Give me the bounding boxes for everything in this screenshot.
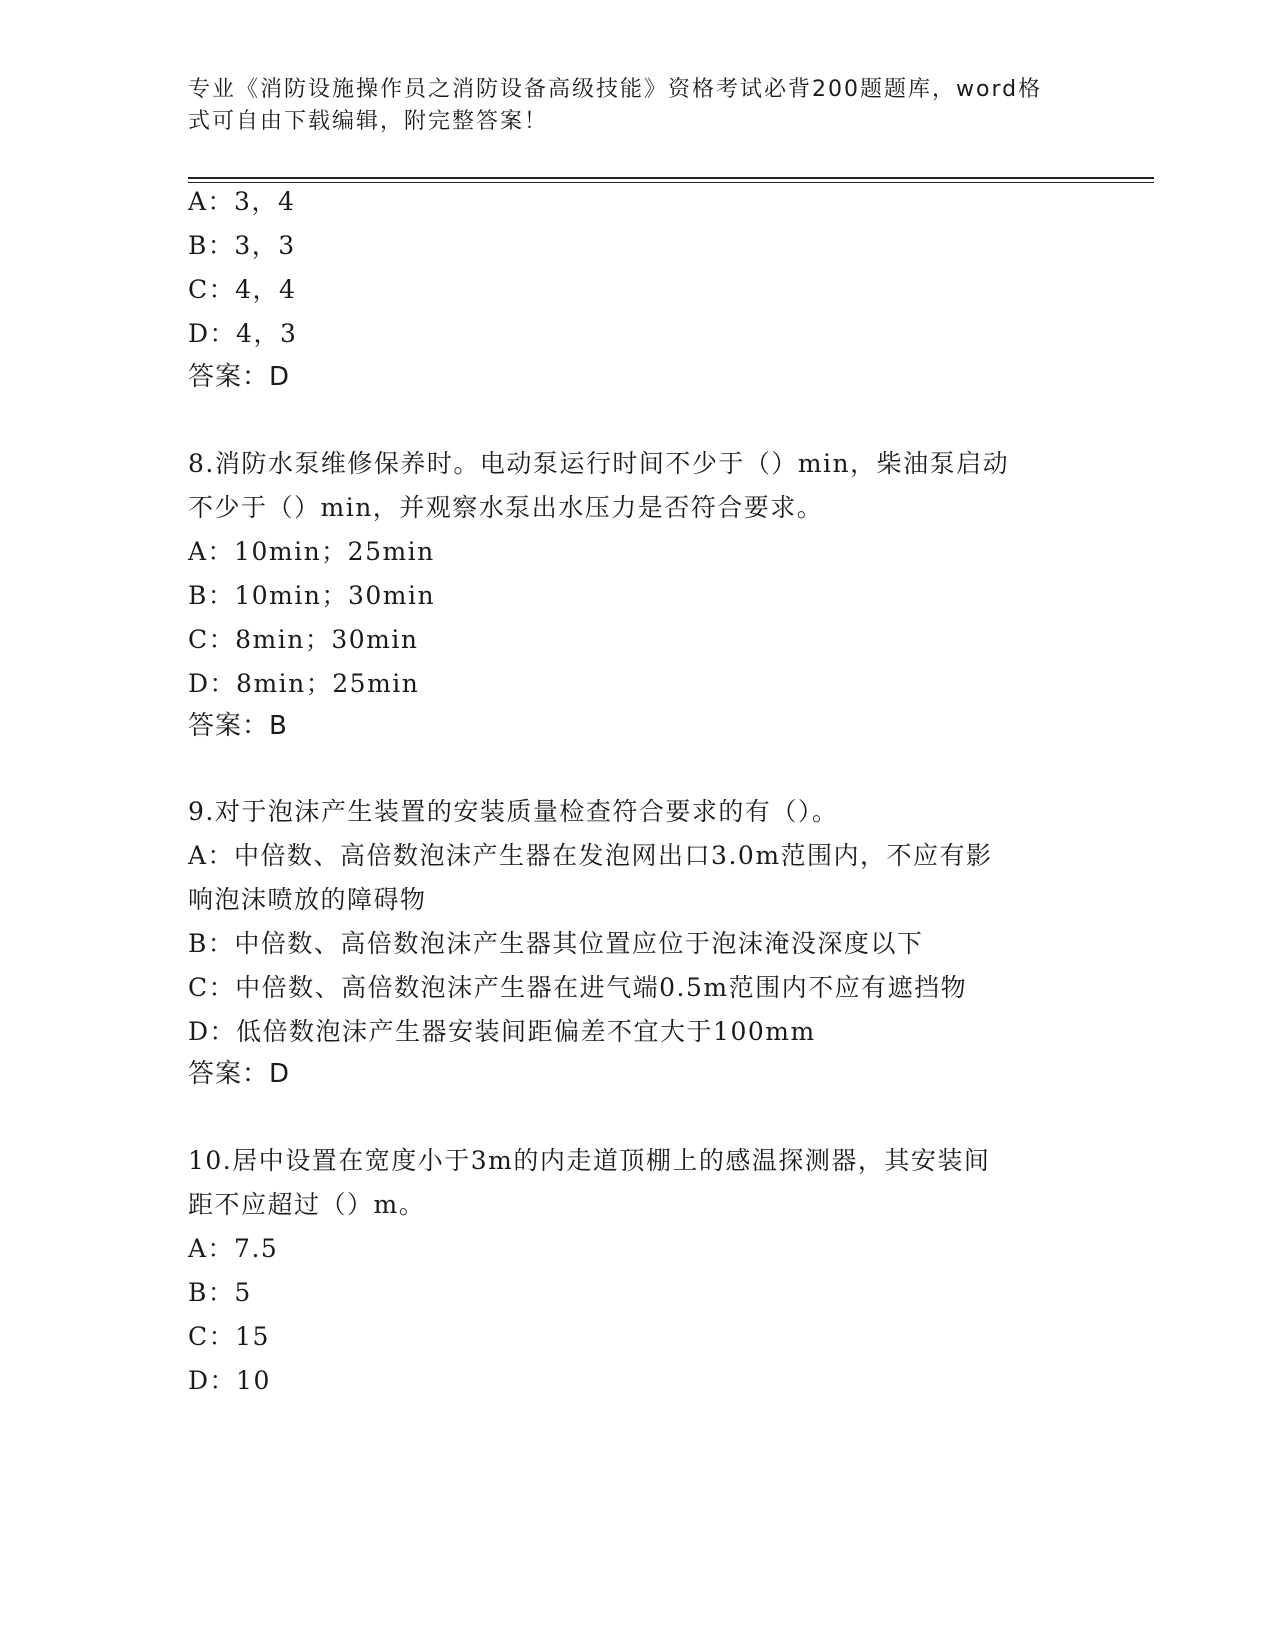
q8-stem-line-2: 不少于（）min，并观察水泵出水压力是否符合要求。 [188, 493, 824, 522]
q9-option-a-line-1: A：中倍数、高倍数泡沫产生器在发泡网出口3.0m范围内，不应有影 [188, 841, 993, 870]
q8-option-d: D：8min；25min [188, 669, 420, 698]
q9-option-a-line-2: 响泡沫喷放的障碍物 [188, 885, 427, 914]
q7-answer: 答案：D [188, 362, 291, 392]
q9-option-b: B：中倍数、高倍数泡沫产生器其位置应位于泡沫淹没深度以下 [188, 929, 924, 958]
q10-option-a: A：7.5 [188, 1234, 279, 1263]
q7-option-d: D：4，3 [188, 319, 298, 348]
q8-stem-line-1: 8.消防水泵维修保养时。电动泵运行时间不少于（）min，柴油泵启动 [188, 449, 1010, 478]
q8-option-c: C：8min；30min [188, 625, 419, 654]
q10-option-c: C：15 [188, 1322, 270, 1351]
header-rule-thick [188, 177, 1154, 179]
q10-option-b: B：5 [188, 1278, 252, 1307]
page-header [188, 74, 1068, 138]
q10-option-d: D：10 [188, 1366, 271, 1395]
q8-answer: 答案：B [188, 711, 288, 741]
q9-answer: 答案：D [188, 1059, 291, 1089]
q8-option-a: A：10min；25min [188, 537, 435, 566]
q9-option-c: C：中倍数、高倍数泡沫产生器在进气端0.5m范围内不应有遮挡物 [188, 973, 968, 1002]
q7-option-c: C：4，4 [188, 275, 297, 304]
q7-option-b: B：3，3 [188, 231, 296, 260]
q9-option-d: D：低倍数泡沫产生器安装间距偏差不宜大于100mm [188, 1017, 816, 1046]
header-line-1: 专业《消防设施操作员之消防设备高级技能》资格考试必背200题题库，word格 [188, 77, 1043, 102]
q7-option-a: A：3，4 [188, 187, 296, 216]
q8-option-b: B：10min；30min [188, 581, 436, 610]
header-rule-thin [188, 182, 1154, 183]
q10-stem-line-1: 10.居中设置在宽度小于3m的内走道顶棚上的感温探测器，其安装间 [188, 1146, 991, 1175]
q10-stem-line-2: 距不应超过（）m。 [188, 1190, 426, 1219]
q9-stem: 9.对于泡沫产生装置的安装质量检查符合要求的有（）。 [188, 797, 839, 826]
header-line-2: 式可自由下载编辑，附完整答案！ [188, 109, 549, 134]
